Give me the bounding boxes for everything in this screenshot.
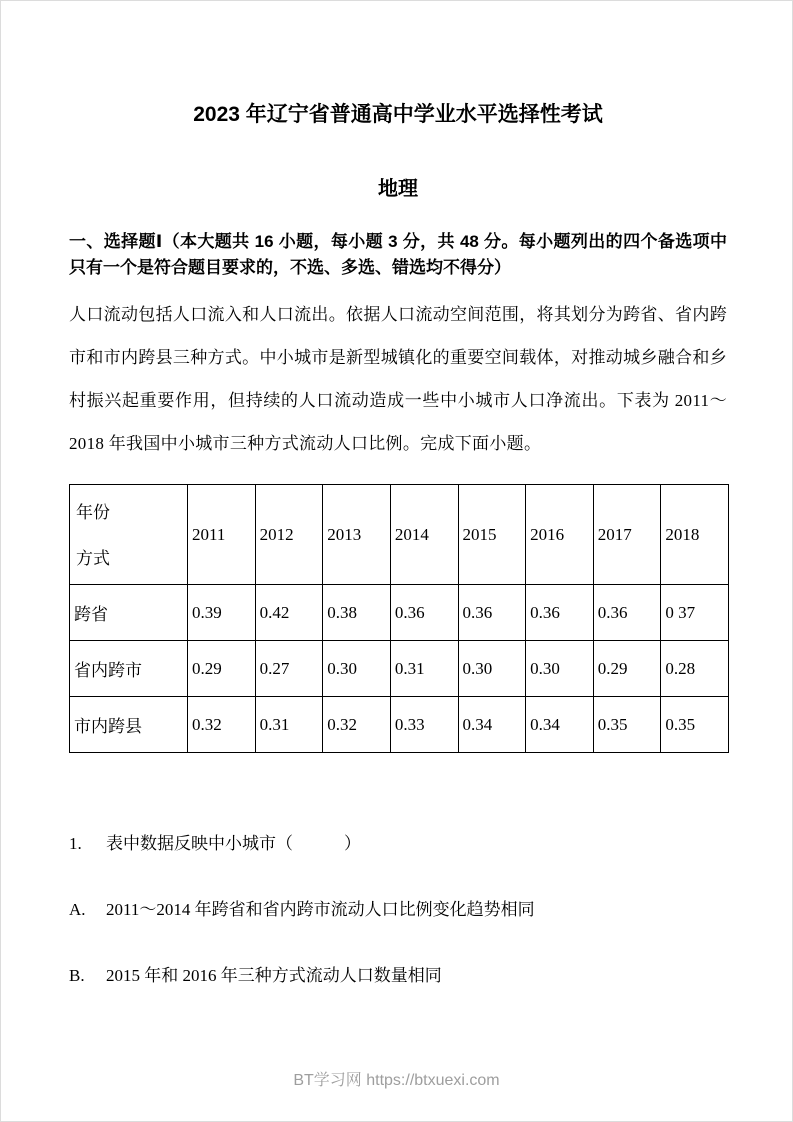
- question-1: [69, 833, 727, 855]
- subject-title: 地理: [378, 178, 418, 200]
- footer-watermark-text: BT学习网 https://btxuexi.com: [293, 1072, 500, 1089]
- table-cell: 0.28: [661, 641, 729, 697]
- table-cell: 0.30: [458, 641, 526, 697]
- option-text: 2011～2014 年跨省和省内跨市流动人口比例变化趋势相同: [106, 900, 535, 919]
- table-header-row: [70, 485, 729, 585]
- table-cell: 0.35: [661, 697, 729, 753]
- table-cell: 0.35: [593, 697, 661, 753]
- question-1-option-b: [69, 965, 727, 987]
- table-cell: 0.32: [188, 697, 256, 753]
- year-header: 2015: [458, 485, 526, 585]
- table-cell: 0.29: [188, 641, 256, 697]
- table-row-shengneikuashi: [70, 641, 729, 697]
- row-label: 市内跨县: [70, 697, 188, 753]
- question-passage: 人口流动包括人口流入和人口流出。依据人口流动空间范围，将其划分为跨省、省内跨市和市内跨县三种方式。中小城市是新型城镇化的重要空间载体，对推动城乡融合和乡村振兴起重要作用，但持续的人口流动造成一些中小城市人口净流出。下表为 2011～2018 年我国中小城市三种方式流动人口比例。完成下面小题。: [69, 305, 727, 453]
- table-cell: 0.30: [323, 641, 391, 697]
- table-cell: 0 37: [661, 585, 729, 641]
- year-header: 2013: [323, 485, 391, 585]
- row-label: 跨省: [70, 585, 188, 641]
- document-title: 2023 年辽宁省普通高中学业水平选择性考试: [193, 103, 603, 126]
- population-flow-table: [69, 484, 729, 753]
- page-footer: [1, 1067, 792, 1090]
- option-text: 2015 年和 2016 年三种方式流动人口数量相同: [106, 966, 442, 985]
- option-letter: A.: [69, 900, 86, 919]
- table-cell: 0.32: [323, 697, 391, 753]
- table-cell: 0.36: [390, 585, 458, 641]
- table-cell: 0.29: [593, 641, 661, 697]
- row-label: 省内跨市: [70, 641, 188, 697]
- corner-bottom-label: 方式: [76, 549, 110, 568]
- question-1-option-a: [69, 899, 727, 921]
- table-cell: 0.38: [323, 585, 391, 641]
- year-header: 2011: [188, 485, 256, 585]
- question-text: 表中数据反映中小城市（ ）: [106, 834, 361, 853]
- table-cell: 0.36: [593, 585, 661, 641]
- year-header: 2014: [390, 485, 458, 585]
- corner-header-cell: [70, 485, 188, 585]
- table-row-shineikuaxian: [70, 697, 729, 753]
- option-letter: B.: [69, 966, 85, 985]
- corner-top-label: 年份: [76, 503, 110, 522]
- table-cell: 0.33: [390, 697, 458, 753]
- question-number: 1.: [69, 834, 82, 853]
- table-cell: 0.27: [255, 641, 323, 697]
- table-cell: 0.36: [458, 585, 526, 641]
- table-cell: 0.34: [526, 697, 594, 753]
- table-row-kuasheng: [70, 585, 729, 641]
- table-cell: 0.36: [526, 585, 594, 641]
- table-cell: 0.31: [390, 641, 458, 697]
- year-header: 2012: [255, 485, 323, 585]
- table-cell: 0.34: [458, 697, 526, 753]
- table-cell: 0.39: [188, 585, 256, 641]
- year-header: 2016: [526, 485, 594, 585]
- section-heading: 一、选择题Ⅰ（本大题共 16 小题，每小题 3 分，共 48 分。每小题列出的四个备选项中只有一个是符合题目要求的，不选、多选、错选均不得分）: [69, 232, 727, 277]
- table-cell: 0.30: [526, 641, 594, 697]
- year-header: 2018: [661, 485, 729, 585]
- table-cell: 0.31: [255, 697, 323, 753]
- year-header: 2017: [593, 485, 661, 585]
- table-cell: 0.42: [255, 585, 323, 641]
